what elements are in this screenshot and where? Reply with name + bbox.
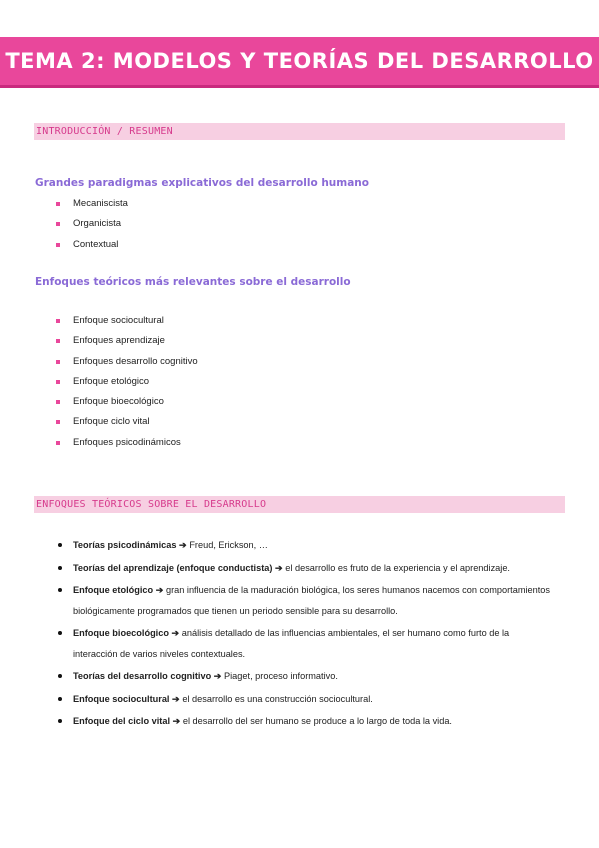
item-desc: análisis detallado de las influencias ambientales, el ser humano como furto de la interacción de varios niveles contextuales.: [73, 628, 510, 659]
list-item: [56, 666, 556, 687]
list-item: [56, 580, 556, 621]
arrow-icon: ➔: [172, 716, 181, 726]
item-desc: el desarrollo es fruto de la experiencia y el aprendizaje.: [285, 562, 510, 573]
item-desc: Freud, Erickson, …: [189, 540, 268, 550]
item-term: Teorías del aprendizaje (enfoque conductista): [73, 562, 273, 573]
list-item: Enfoque ciclo vital: [56, 416, 198, 436]
paradigms-list: [56, 198, 128, 259]
page-title: TEMA 2: MODELOS Y TEORÍAS DEL DESARROLLO: [5, 49, 594, 73]
list-item: [56, 535, 556, 556]
section-heading-intro: [34, 123, 565, 140]
arrow-icon: ➔: [275, 562, 283, 573]
list-item: Mecaniscista: [56, 198, 128, 218]
list-item: Enfoque bioecológico: [56, 396, 198, 416]
title-banner: [0, 37, 599, 88]
theories-list: [56, 535, 556, 734]
item-desc: gran influencia de la maduración biológica, los seres humanos nacemos con comportamientos biológicamente programados que tienen un periodo sensible para su desarrollo.: [73, 585, 551, 616]
list-item: Organicista: [56, 218, 128, 238]
list-item: Enfoques psicodinámicos: [56, 437, 198, 457]
arrow-icon: ➔: [213, 671, 222, 681]
subheading-paradigms: Grandes paradigmas explicativos del desarrollo humano: [35, 177, 369, 189]
list-item: Enfoques desarrollo cognitivo: [56, 356, 198, 376]
arrow-icon: ➔: [172, 693, 180, 704]
approaches-list: [56, 315, 198, 457]
item-desc: el desarrollo del ser humano se produce a lo largo de toda la vida.: [182, 716, 452, 726]
arrow-icon: ➔: [155, 585, 164, 595]
list-item: Enfoques aprendizaje: [56, 335, 198, 355]
list-item: Enfoque etológico: [56, 376, 198, 396]
list-item: [56, 711, 556, 732]
item-desc: el desarrollo es una construcción sociocultural.: [182, 693, 373, 704]
item-term: Enfoque del ciclo vital: [73, 716, 170, 726]
list-item: Enfoque sociocultural: [56, 315, 198, 335]
item-term: Teorías del desarrollo cognitivo: [73, 671, 212, 681]
section-heading-text: INTRODUCCIÓN / RESUMEN: [36, 126, 173, 137]
subheading-approaches: Enfoques teóricos más relevantes sobre el desarrollo: [35, 276, 351, 288]
item-desc: Piaget, proceso informativo.: [224, 671, 338, 681]
item-term: Enfoque bioecológico: [73, 628, 169, 638]
section-heading-theories: [34, 496, 565, 513]
list-item: [56, 558, 556, 579]
item-term: Enfoque etológico: [73, 585, 154, 595]
list-item: [56, 623, 556, 664]
list-item: [56, 689, 556, 710]
arrow-icon: ➔: [179, 540, 187, 550]
item-term: Teorías psicodinámicas: [73, 540, 177, 550]
item-term: Enfoque sociocultural: [73, 693, 170, 704]
list-item: Contextual: [56, 239, 128, 259]
section-heading-text: ENFOQUES TEÓRICOS SOBRE EL DESARROLLO: [36, 499, 267, 510]
arrow-icon: ➔: [171, 628, 180, 638]
